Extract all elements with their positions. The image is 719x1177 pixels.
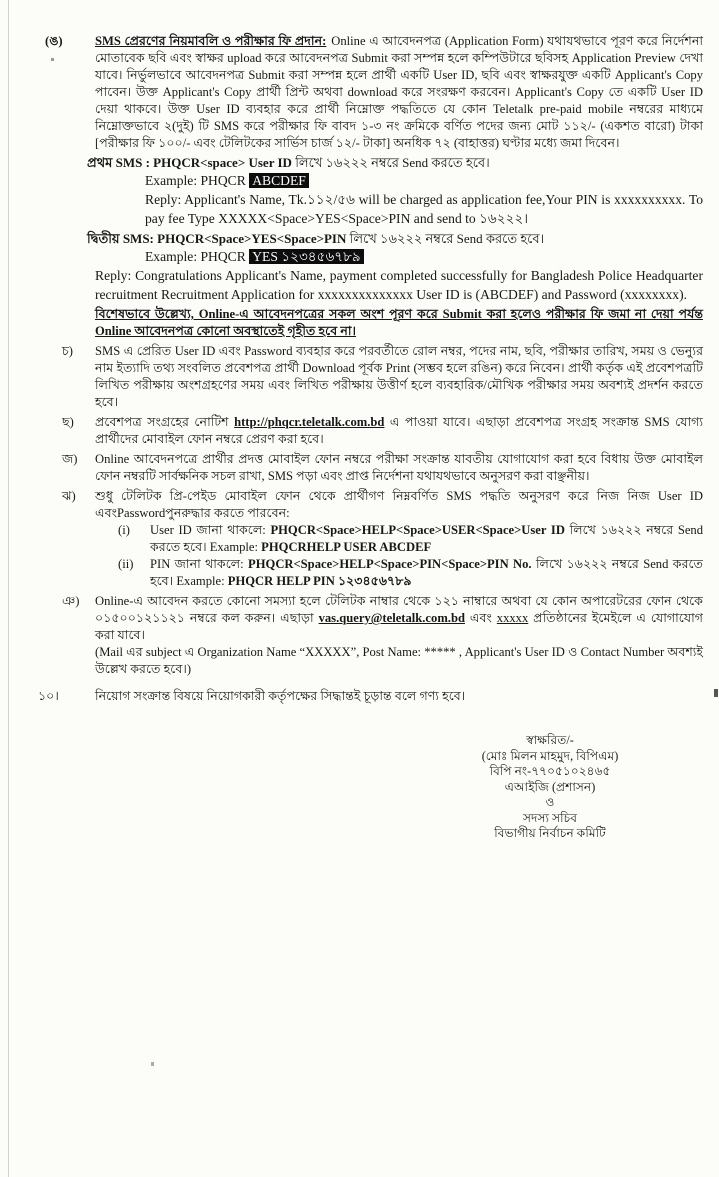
item-label-ten: ১০।: [38, 689, 59, 703]
item-label-cha: চ): [62, 344, 73, 358]
list-item-admit-card-download: [62, 343, 703, 411]
second-sms-instruction: [87, 230, 703, 247]
example-highlighted-userid: ABCDEF: [249, 173, 309, 188]
admit-notice-pre: প্রবেশপত্র সংগ্রহের নোটিশ: [95, 415, 235, 429]
second-sms-reply: Reply: Congratulations Applicant's Name, payment completed successfully for Bangladesh Police Headquarter recruitment Recruitment Application for xxxxxxxxxxxxxx User ID is (ABCDEF) and Password (xxxxxxxx).: [95, 268, 703, 302]
signature-line-bp-number: বিপি নং-৭৭০৫১০২৪৬৫: [489, 764, 611, 778]
sub-i-pre: User ID জানা থাকলে:: [150, 523, 271, 537]
signature-line-designation: এআইজি (প্রশাসন): [504, 779, 596, 794]
helpline-post: প্রতিষ্ঠানের ইমেইলে এ যোগাযোগ করা যাবে।: [95, 611, 703, 642]
sub-item-body-ii: [150, 556, 703, 590]
sub-item-label-ii: (ii): [118, 557, 134, 571]
document-content: [38, 33, 704, 842]
sub-item-pin-known: [118, 556, 703, 590]
second-sms-command: দ্বিতীয় SMS: PHQCR<Space>YES<Space>PIN: [87, 231, 347, 246]
item-body-jha: [95, 488, 703, 590]
recover-credentials-intro: শুধু টেলিটক প্রি-পেইড মোবাইল ফোন থেকে প্রার্থীগণ নিম্নবর্ণিত SMS পদ্ধতি অনুসরণ করে নিজ নিজ User ID এবংPasswordপুনরুদ্ধার করতে পারবেন:: [95, 489, 703, 520]
item-body-ja: Online আবেদনপত্রে প্রার্থীর প্রদত্ত মোবাইল ফোন নম্বরে পরীক্ষা সংক্রান্ত যাবতীয় যোগাযোগ করা হবে বিধায় উক্ত মোবাইল ফোন নম্বরটি সার্বক্ষনিক সচল রাখা, SMS পড়া এবং প্রাপ্ত নির্দেশনা যথাযথভাবে অনুসরণ করা বাঞ্ছনীয়।: [95, 452, 703, 483]
special-note: বিশেষভাবে উল্লেখ্য, Online-এ আবেদনপত্রের সকল অংশ পূরণ করে Submit করা হলেও পরীক্ষার ফি জমা না দেয়া পর্যন্ত Online আবেদনপত্র কোনো অবস্থাতেই গৃহীত হবে না।: [95, 307, 703, 338]
list-item-recover-credentials: [62, 488, 703, 590]
first-sms-reply: Reply: Applicant's Name, Tk.১১২/৫৬ will be charged as application fee,Your PIN is xxxxxxxxxx. To pay fee Type XXXXX<Space>YES<Space>PIN and send to ১৬২২২।: [145, 192, 703, 226]
signature-line-name: (মোঃ মিলন মাহমুদ, বিপিএম): [481, 748, 619, 763]
signature-line-committee: বিভাগীয় নির্বাচন কমিটি: [494, 826, 606, 840]
helpline-mid: এবং: [464, 611, 497, 625]
list-item-final-decision: [38, 688, 703, 705]
example-prefix: Example: PHQCR: [145, 173, 250, 188]
scan-speck: [714, 689, 718, 697]
example-highlighted-pin: YES ১২৩৪৫৬৭৮৯: [249, 249, 364, 264]
item-body-e: [87, 33, 703, 340]
item-body-nya: [95, 593, 703, 678]
item-body-ten: নিয়োগ সংক্রান্ত বিষয়ে নিয়োগকারী কর্তৃপক্ষের সিদ্ধান্তই চূড়ান্ত বলে গণ্য হবে।: [95, 689, 466, 703]
sub-item-label-i: (i): [118, 523, 130, 537]
example-prefix: Example: PHQCR: [145, 249, 250, 264]
signature-line-member-secretary: সদস্য সচিব: [523, 810, 577, 825]
first-sms-rest: লিখে ১৬২২২ নম্বরে Send করতে হবে।: [291, 155, 490, 170]
first-sms-example: [145, 171, 703, 190]
list-item-sms-rules: [45, 33, 703, 340]
sub-ii-command: PHQCR<Space>HELP<Space>PIN<Space>PIN No.: [248, 557, 532, 571]
sms-rules-heading: SMS প্রেরণের নিয়মাবলি ও পরীক্ষার ফি প্রদান:: [95, 34, 327, 48]
signature-block: [410, 733, 690, 842]
item-label-jha: ঝ): [62, 489, 76, 503]
item-label-ja: জ): [62, 452, 78, 466]
scan-edge-line: [8, 0, 9, 1177]
item-label-e: (ঙ): [45, 34, 63, 48]
sub-i-command: PHQCR<Space>HELP<Space>USER<Space>User ID: [270, 523, 565, 537]
sub-item-body-i: [150, 522, 703, 556]
sub-ii-pre: PIN জানা থাকলে:: [150, 557, 249, 571]
sub-ii-example: PHQCR HELP PIN ১২৩৪৫৬৭৮৯: [227, 574, 412, 588]
signature-line-signed: স্বাক্ষরিত/-: [526, 733, 574, 747]
list-item-helpline: [62, 593, 703, 678]
scan-speck: [151, 1062, 154, 1066]
item-body-chha: [95, 414, 703, 448]
sub-ii-mid: লিখে ১৬২২২ নম্বরে Send করতে হবে। Example:: [150, 557, 704, 588]
sub-item-userid-known: [118, 522, 703, 556]
sms-rules-body: Online এ আবেদনপত্র (Application Form) যথাযথভাবে পূরণ করে নির্দেশনা মোতাবেক ছবি এবং স্বাক্ষর upload করে আবেদনপত্র Submit করা সম্পন্ন হলে কম্পিউটারে ছবিসহ Application Preview দেখা যাবে। নির্ভুলভাবে আবেদনপত্র Submit করা সম্পন্ন হলে প্রার্থী একটি User ID, ছবি এবং স্বাক্ষরযুক্ত একটি Applicant's Copy পাবেন। উক্ত Applicant's Copy প্রার্থী প্রিন্ট অথবা download করে সংরক্ষণ করবেন। Applicant's Copy তে একটি User ID দেয়া থাকবে। উক্ত User ID ব্যবহার করে প্রার্থী নিম্নোক্ত পদ্ধতিতে যে কোন Teletalk pre-paid mobile নম্বরের মাধ্যমে নিম্নোক্তভাবে ২(দুই) টি SMS করে পরীক্ষার ফি বাবদ ১-৩ নং ক্রমিকে বর্ণিত পদের জন্য মোট ১১২/- (একশত বারো) টাকা [পরীক্ষার ফি ১০০/- এবং টেলিটকের সার্ভিস চার্জ ১২/- টাকা] অনধিক ৭২ (বাহাত্তর) ঘণ্টার মধ্যে জমা দিবেন।: [95, 34, 703, 150]
item-label-chha: ছ): [62, 415, 74, 429]
signature-line-and: ও: [545, 795, 555, 809]
admit-notice-post: এ পাওয়া যাবে। এছাড়া প্রবেশপত্র সংগ্রহ সংক্রান্ত SMS যোগ্য প্রার্থীদের মোবাইল ফোন নম্বরে প্রেরণ করা হবে।: [95, 415, 704, 446]
list-item-admit-notice-website: [62, 414, 703, 448]
first-sms-command: প্রথম SMS : PHQCR<space> User ID: [87, 155, 292, 170]
website-url: http://phqcr.teletalk.com.bd: [234, 415, 385, 429]
sub-i-mid: লিখে ১৬২২২ নম্বরে Send করতে হবে। Example:: [150, 523, 704, 554]
list-item-mobile-contact: [62, 451, 703, 485]
second-sms-rest: লিখে ১৬২২২ নম্বরে Send করতে হবে।: [346, 231, 545, 246]
support-email: vas.query@teletalk.com.bd: [318, 611, 465, 625]
sub-i-example: PHQCRHELP USER ABCDEF: [261, 540, 432, 554]
mail-subject-note: (Mail এর subject এ Organization Name “XXXXX”, Post Name: ***** , Applicant's User ID ও Contact Number অবশ্যই উল্লেখ করতে হবে।): [95, 645, 703, 676]
item-label-nya: ঞ): [62, 594, 80, 608]
first-sms-instruction: [87, 154, 703, 171]
item-body-cha: SMS এ প্রেরিত User ID এবং Password ব্যবহার করে পরবর্তীতে রোল নম্বর, পদের নাম, ছবি, পরীক্ষার তারিখ, সময় ও ভেন্যুর নাম ইত্যাদি তথ্য সংবলিত প্রবেশপত্র প্রার্থী Download পূর্বক Print (সম্ভব হলে রঙিন) করে নিবেন। প্রার্থী কর্তৃক এই প্রবেশপত্রটি লিখিত পরীক্ষায় অংশগ্রহণের সময় এবং লিখিত পরীক্ষায় উত্তীর্ণ হলে ব্যবহারিক/মৌখিক পরীক্ষার সময় অবশ্যই প্রদর্শন করতে হবে।: [95, 344, 703, 409]
helpline-pre: Online-এ আবেদন করতে কোনো সমস্যা হলে টেলিটক নাম্বার থেকে ১২১ নাম্বারে অথবা যে কোন অপারেটরের ফোন থেকে ০১৫০০১২১১২১ নম্বরে কল করুন। এছাড়া: [95, 594, 703, 625]
org-email-placeholder: xxxxx: [496, 611, 529, 625]
second-sms-example: [145, 247, 703, 266]
